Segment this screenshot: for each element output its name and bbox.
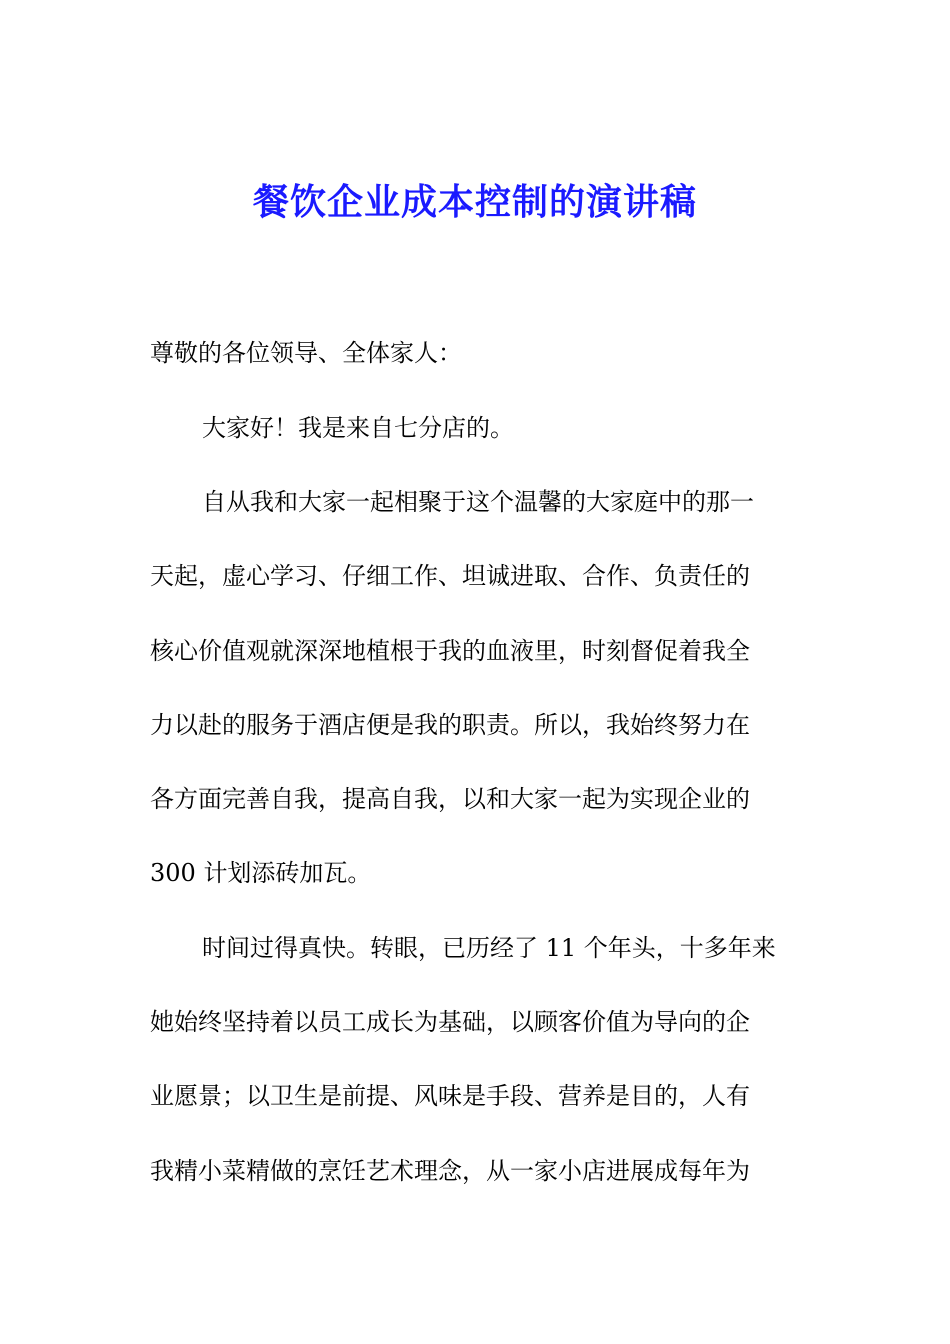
- paragraph-line: 天起，虚心学习、仔细工作、坦诚进取、合作、负责任的: [150, 562, 750, 590]
- paragraph-line: 核心价值观就深深地植根于我的血液里，时刻督促着我全: [150, 637, 750, 665]
- paragraph-line: 各方面完善自我，提高自我，以和大家一起为实现企业的: [150, 785, 750, 813]
- paragraph-line: 自从我和大家一起相聚于这个温馨的大家庭中的那一: [202, 488, 754, 516]
- paragraph-line: 时间过得真快。转眼，已历经了 11 个年头，十多年来: [202, 934, 776, 962]
- paragraph-line: 力以赴的服务于酒店便是我的职责。所以，我始终努力在: [150, 711, 750, 739]
- paragraph-line: 300 计划添砖加瓦。: [150, 859, 372, 887]
- paragraph-line: 业愿景；以卫生是前提、风味是手段、营养是目的，人有: [150, 1082, 750, 1110]
- paragraph-line: 我精小菜精做的烹饪艺术理念，从一家小店进展成每年为: [150, 1157, 750, 1185]
- salutation-line: 尊敬的各位领导、全体家人：: [150, 339, 462, 367]
- paragraph-line: 大家好！我是来自七分店的。: [202, 414, 514, 442]
- document-title: 餐饮企业成本控制的演讲稿: [252, 181, 697, 223]
- paragraph-line: 她始终坚持着以员工成长为基础，以顾客价值为导向的企: [150, 1008, 750, 1036]
